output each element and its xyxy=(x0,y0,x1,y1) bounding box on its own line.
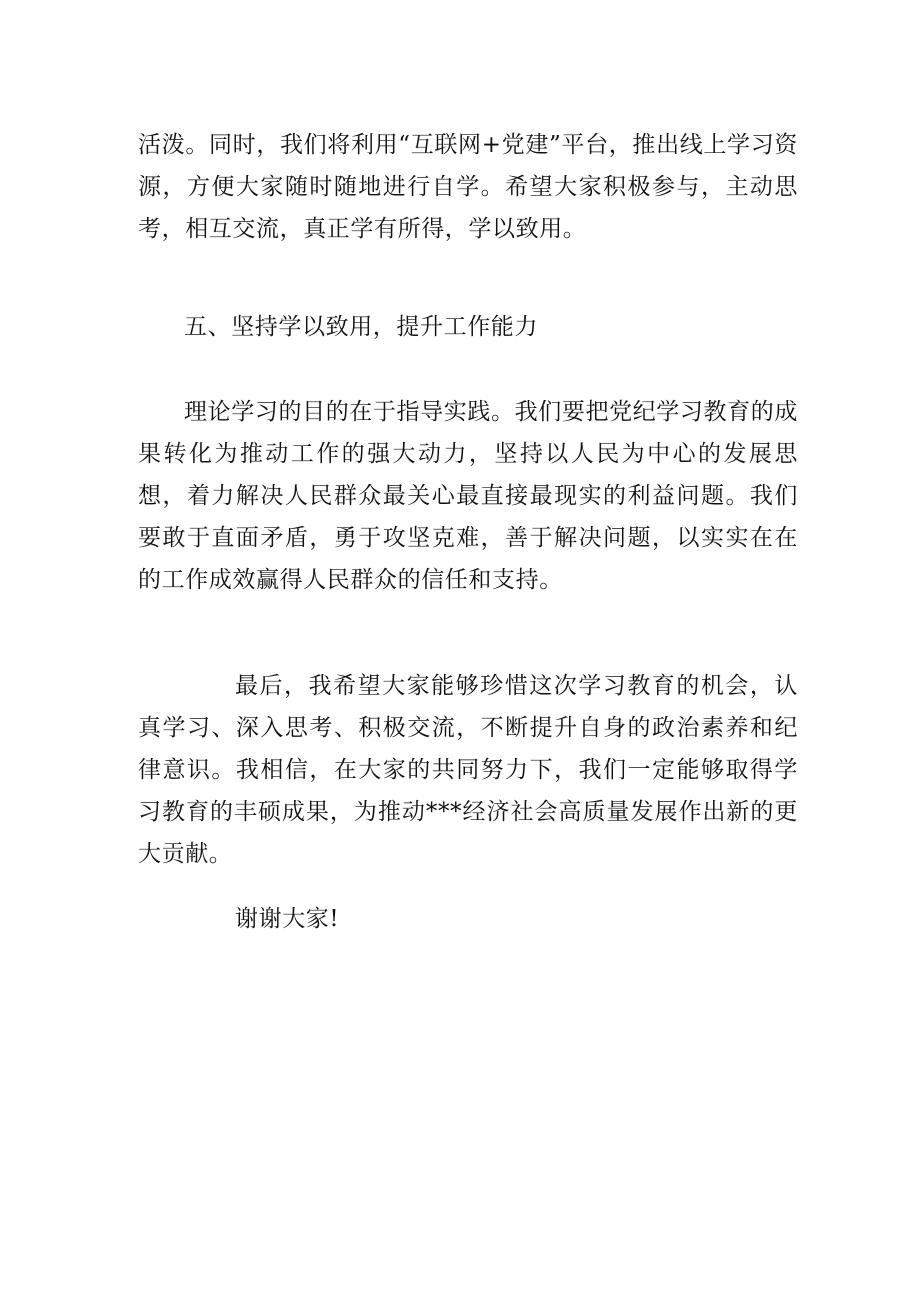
paragraph-body: 理论学习的目的在于指导实践。我们要把党纪学习教育的成果转化为推动工作的强大动力，坚持以人民为中心的发展思想，着力解决人民群众最关心最直接最现实的利益问题。我们要敢于直面矛盾，勇于攻坚克难，善于解决问题，以实实在在的工作成效赢得人民群众的信任和支持。 xyxy=(138,399,798,593)
paragraph-continuation: 活泼。同时，我们将利用“互联网+党建”平台，推出线上学习资源，方便大家随时随地进行自学。希望大家积极参与，主动思考，相互交流，真正学有所得，学以致用。 xyxy=(138,132,798,242)
paragraph-thanks: 谢谢大家! xyxy=(235,906,340,932)
paragraph-closing: 最后，我希望大家能够珍惜这次学习教育的机会，认真学习、深入思考、积极交流，不断提升自身的政治素养和纪律意识。我相信，在大家的共同努力下，我们一定能够取得学习教育的丰硕成果，为推动***经济社会高质量发展作出新的更大贡献。 xyxy=(138,673,798,867)
section-heading: 五、坚持学以致用，提升工作能力 xyxy=(184,314,538,340)
